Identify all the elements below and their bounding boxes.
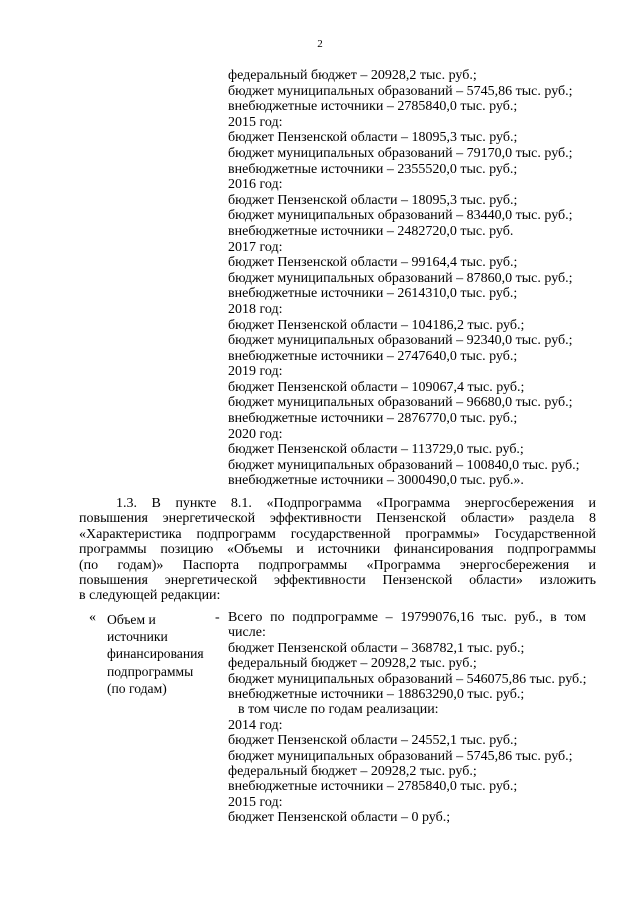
text-line: бюджет муниципальных образований – 92340,0 тыс. руб.; <box>228 333 573 349</box>
text-line: бюджет Пензенской области – 104186,2 тыс. руб.; <box>228 317 525 333</box>
year-heading: 2015 год: <box>228 794 283 810</box>
year-heading: 2018 год: <box>228 301 283 317</box>
text-line: в том числе по годам реализации: <box>238 702 439 718</box>
text-line: числе: <box>228 625 266 641</box>
text-line: внебюджетные источники – 2614310,0 тыс. руб.; <box>228 286 518 302</box>
label-line: источники <box>107 629 168 645</box>
text-line: бюджет муниципальных образований – 100840,0 тыс. руб.; <box>228 457 580 473</box>
text-line: федеральный бюджет – 20928,2 тыс. руб.; <box>228 68 477 83</box>
year-heading: 2017 год: <box>228 239 283 255</box>
text-line: бюджет муниципальных образований – 5745,86 тыс. руб.; <box>228 748 573 764</box>
text-line: бюджет Пензенской области – 0 руб.; <box>228 810 451 826</box>
text-line: внебюджетные источники – 2876770,0 тыс. руб.; <box>228 411 518 427</box>
text-line: бюджет муниципальных образований – 87860,0 тыс. руб.; <box>228 270 573 286</box>
label-line: подпрограммы <box>107 663 194 679</box>
page-number: 2 <box>317 38 323 50</box>
text-line: внебюджетные источники – 2785840,0 тыс. руб.; <box>228 779 518 795</box>
paragraph-line: повышения энергетической эффективности Пензенской области» изложить <box>79 573 596 589</box>
text-line: внебюджетные источники – 3000490,0 тыс. руб.». <box>228 473 524 489</box>
year-heading: 2014 год: <box>228 717 283 733</box>
text-line: внебюджетные источники – 2785840,0 тыс. руб.; <box>228 99 518 115</box>
text-line: бюджет муниципальных образований – 83440,0 тыс. руб.; <box>228 208 573 224</box>
text-line: бюджет муниципальных образований – 79170,0 тыс. руб.; <box>228 145 573 161</box>
text-line: внебюджетные источники – 2482720,0 тыс. руб. <box>228 223 514 239</box>
year-heading: 2015 год: <box>228 114 283 130</box>
text-line: внебюджетные источники – 18863290,0 тыс. руб.; <box>228 687 525 703</box>
label-line: финансирования <box>107 646 204 662</box>
text-line: бюджет муниципальных образований – 96680,0 тыс. руб.; <box>228 395 573 411</box>
text-line: федеральный бюджет – 20928,2 тыс. руб.; <box>228 656 477 672</box>
funding-by-years-continued <box>228 68 628 489</box>
funding-content-cell <box>228 610 608 826</box>
text-line: бюджет муниципальных образований – 5745,86 тыс. руб.; <box>228 83 573 99</box>
paragraph-line: повышения энергетической эффективности Пензенской области» раздела 8 <box>79 511 596 527</box>
text-line: федеральный бюджет – 20928,2 тыс. руб.; <box>228 764 477 780</box>
paragraph-line: 1.3. В пункте 8.1. «Подпрограмма «Программа энергосбережения и <box>116 496 596 511</box>
text-line: бюджет Пензенской области – 109067,4 тыс. руб.; <box>228 379 525 395</box>
paragraph-line: программы позицию «Объемы и источники финансирования подпрограммы <box>79 542 596 558</box>
text-line: внебюджетные источники – 2747640,0 тыс. руб.; <box>228 348 518 364</box>
separator-dash: - <box>215 610 220 625</box>
paragraph-line: в следующей редакции: <box>79 588 221 604</box>
year-heading: 2016 год: <box>228 177 283 193</box>
text-line: бюджет муниципальных образований – 546075,86 тыс. руб.; <box>228 671 587 687</box>
text-line: внебюджетные источники – 2355520,0 тыс. руб.; <box>228 161 518 177</box>
paragraph-line: «Характеристика подпрограмм государственной программы» Государственной <box>79 526 596 542</box>
label-line: (по годам) <box>107 680 167 696</box>
text-line: бюджет Пензенской области – 18095,3 тыс. руб.; <box>228 130 518 146</box>
open-quote-mark: « <box>89 610 96 625</box>
paragraph-line: (по годам)» Паспорта подпрограммы «Программа энергосбережения и <box>79 557 596 573</box>
text-line: бюджет Пензенской области – 99164,4 тыс. руб.; <box>228 255 518 271</box>
text-line: бюджет Пензенской области – 18095,3 тыс. руб.; <box>228 192 518 208</box>
text-line: бюджет Пензенской области – 368782,1 тыс. руб.; <box>228 640 525 656</box>
text-line: бюджет Пензенской области – 113729,0 тыс. руб.; <box>228 442 524 458</box>
label-line: Объем и <box>107 612 156 627</box>
year-heading: 2020 год: <box>228 426 283 442</box>
total-funding-line: Всего по подпрограмме – 19799076,16 тыс. руб., в том <box>228 610 586 625</box>
funding-label-cell <box>107 611 219 697</box>
text-line: бюджет Пензенской области – 24552,1 тыс. руб.; <box>228 733 518 749</box>
amendment-paragraph <box>79 496 596 604</box>
year-heading: 2019 год: <box>228 364 283 380</box>
